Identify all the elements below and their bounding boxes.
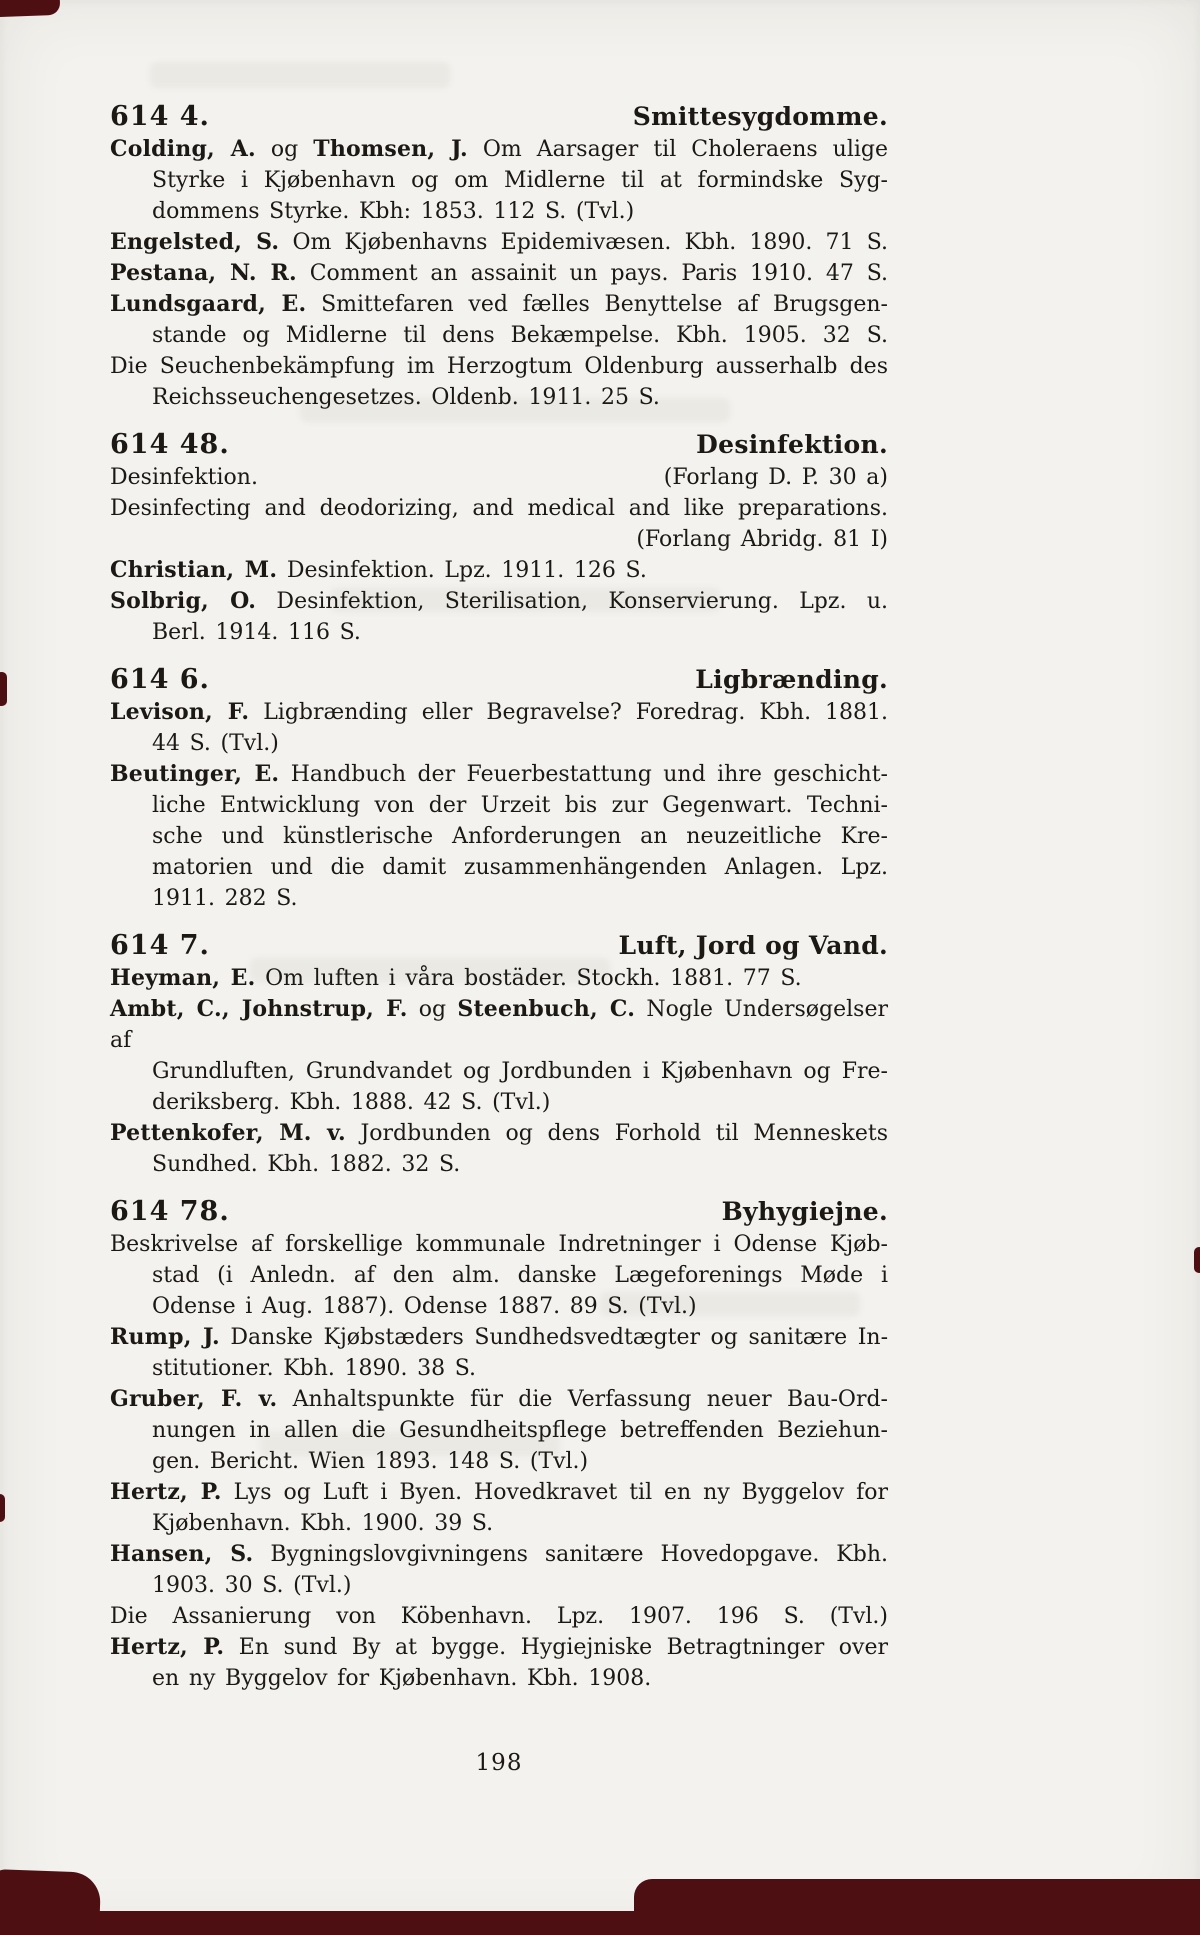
entry-line — [152, 617, 888, 648]
bibliography-entry — [110, 227, 888, 258]
entry-text: Om luften i våra bostäder. Stockh. 1881. 77 S. — [255, 966, 802, 991]
entry-text: stad (i Anledn. af den alm. danske Lægeforenings Møde i — [152, 1263, 888, 1288]
bibliography-entry — [110, 963, 888, 994]
bibliography-entry — [110, 1118, 888, 1180]
bibliography-entry — [110, 351, 888, 413]
entry-line — [152, 728, 888, 759]
binding-edge-mark — [1194, 1247, 1200, 1273]
entry-text: Reichsseuchengesetzes. Oldenb. 1911. 25 S. — [152, 385, 660, 410]
entry-line — [152, 1415, 888, 1446]
section-title: Luft, Jord og Vand. — [618, 931, 888, 960]
entry-text: Om Aarsager til Choleraens ulige — [467, 137, 888, 162]
author-name: Gruber, F. v. — [110, 1386, 278, 1412]
bibliography-entry — [110, 994, 888, 1118]
bibliography-entry — [110, 555, 888, 586]
bibliography-entry — [110, 493, 888, 555]
binding-edge-mark — [0, 1494, 5, 1522]
catalog-section — [110, 929, 888, 1180]
bibliography-entry — [110, 462, 888, 493]
author-name: Solbrig, O. — [110, 588, 257, 614]
author-name: Beutinger, E. — [110, 761, 280, 787]
entry-line — [110, 1601, 888, 1632]
section-title: Smittesygdomme. — [632, 102, 888, 131]
entry-text: (Forlang Abridg. 81 I) — [636, 527, 888, 552]
entry-line — [110, 759, 888, 790]
entry-text: Ligbrænding eller Begravelse? Foredrag. Kbh. 1881. — [249, 700, 889, 725]
entry-line — [110, 963, 888, 994]
entry-text: Styrke i Kjøbenhavn og om Midlerne til at formindske Syg- — [152, 168, 888, 193]
entry-text: Danske Kjøbstæders Sundhedsvedtægter og sanitære In- — [219, 1325, 888, 1350]
section-title: Desinfektion. — [696, 430, 888, 459]
author-name: Thomsen, J. — [313, 136, 468, 162]
entry-text: Lys og Luft i Byen. Hovedkravet til en ny Byggelov for — [221, 1480, 888, 1505]
entry-line — [110, 1632, 888, 1663]
bibliography-entry — [110, 586, 888, 648]
author-name: Hertz, P. — [110, 1479, 222, 1505]
bibliography-entry — [110, 1601, 888, 1632]
entry-text: Beskrivelse af forskellige kommunale Indretninger i Odense Kjøb- — [110, 1232, 888, 1257]
section-header — [110, 663, 888, 697]
author-name: Steenbuch, C. — [457, 996, 636, 1022]
entry-line — [110, 697, 888, 728]
catalog-section — [110, 100, 888, 413]
entry-text: Jordbunden og dens Forhold til Menneskets — [345, 1121, 889, 1146]
entry-text: nungen in allen die Gesundheitspflege betreffenden Beziehun- — [152, 1418, 888, 1443]
bibliography-entry — [110, 134, 888, 227]
entry-text: Sundhed. Kbh. 1882. 32 S. — [152, 1152, 461, 1177]
entry-line — [152, 196, 888, 227]
binding-edge-mark — [0, 1869, 101, 1935]
bibliography-entry — [110, 1384, 888, 1477]
binding-edge-mark — [634, 1879, 1200, 1919]
entry-line — [152, 1056, 888, 1087]
entry-line — [152, 790, 888, 821]
entry-line — [152, 1353, 888, 1384]
entry-line — [110, 1539, 888, 1570]
catalog-section — [110, 1195, 888, 1694]
entry-text: Die Assanierung von Köbenhavn. Lpz. 1907. 196 S. (Tvl.) — [110, 1604, 888, 1629]
entry-line — [110, 351, 888, 382]
section-code: 614 7. — [110, 930, 210, 961]
entry-text: Desinfecting and deodorizing, and medical and like preparations. — [110, 496, 888, 521]
section-header — [110, 929, 888, 963]
section-code: 614 6. — [110, 664, 210, 695]
entry-line — [152, 1260, 888, 1291]
author-name: Engelsted, S. — [110, 229, 280, 255]
entry-text: og — [255, 137, 314, 162]
section-code: 614 4. — [110, 101, 210, 132]
entry-text: stande og Midlerne til dens Bekæmpelse. Kbh. 1905. 32 S. — [152, 323, 888, 348]
entry-text: stitutioner. Kbh. 1890. 38 S. — [152, 1356, 477, 1381]
entry-text: Odense i Aug. 1887). Odense 1887. 89 S. (Tvl.) — [152, 1294, 697, 1319]
entry-text: Om Kjøbenhavns Epidemivæsen. Kbh. 1890. 71 S. — [279, 230, 888, 255]
author-name: Rump, J. — [110, 1324, 220, 1350]
entry-text: Smittefaren ved fælles Benyttelse af Brugsgen- — [306, 292, 888, 317]
entry-line — [110, 1384, 888, 1415]
entry-line — [110, 493, 888, 524]
entry-text: Anhaltspunkte für die Verfassung neuer Bau-Ord- — [277, 1387, 888, 1412]
bibliography-entry — [110, 1632, 888, 1694]
catalog-section — [110, 663, 888, 914]
binding-edge-mark — [58, 1911, 1200, 1935]
section-title: Ligbrænding. — [695, 665, 888, 694]
entry-line — [110, 462, 888, 493]
binding-edge-mark — [0, 672, 7, 706]
author-name: Hertz, P. — [110, 1634, 225, 1660]
bibliography-entry — [110, 697, 888, 759]
entry-text: liche Entwicklung von der Urzeit bis zur Gegenwart. Techni- — [152, 793, 888, 818]
section-header — [110, 1195, 888, 1229]
section-code: 614 78. — [110, 1196, 230, 1227]
entry-text: En sund By at bygge. Hygiejniske Betragtninger over — [224, 1635, 888, 1660]
binding-edge-mark — [72, 1884, 86, 1893]
entry-line — [110, 555, 888, 586]
author-name: Levison, F. — [110, 699, 250, 725]
entry-line — [152, 1087, 888, 1118]
entry-line — [152, 821, 888, 852]
author-name: Colding, A. — [110, 136, 256, 162]
bibliography-entry — [110, 289, 888, 351]
entry-line — [152, 1663, 888, 1694]
entry-line — [110, 227, 888, 258]
entry-line — [152, 1508, 888, 1539]
entry-line — [152, 1446, 888, 1477]
bibliography-entry — [110, 258, 888, 289]
author-name: Lundsgaard, E. — [110, 291, 307, 317]
bibliography-entry — [110, 1539, 888, 1601]
entry-text: sche und künstlerische Anforderungen an neuzeitliche Kre- — [152, 824, 888, 849]
entry-line — [110, 289, 888, 320]
author-name: Christian, M. — [110, 557, 278, 583]
entry-text: deriksberg. Kbh. 1888. 42 S. (Tvl.) — [152, 1090, 551, 1115]
entry-text: Grundluften, Grundvandet og Jordbunden i Kjøbenhavn og Fre- — [152, 1059, 888, 1084]
entry-line — [152, 165, 888, 196]
catalog-section — [110, 428, 888, 648]
entry-text: Kjøbenhavn. Kbh. 1900. 39 S. — [152, 1511, 494, 1536]
entry-line — [110, 1477, 888, 1508]
bibliography-entry — [110, 1322, 888, 1384]
author-name: Pettenkofer, M. v. — [110, 1120, 346, 1146]
entry-text: matorien und die damit zusammenhängenden Anlagen. Lpz. — [152, 855, 888, 880]
entry-line — [152, 1570, 888, 1601]
entry-text: dommens Styrke. Kbh: 1853. 112 S. (Tvl.) — [152, 199, 635, 224]
entry-line — [110, 994, 888, 1056]
entry-text: en ny Byggelov for Kjøbenhavn. Kbh. 1908. — [152, 1666, 652, 1691]
entries-area — [110, 100, 888, 1779]
entry-line — [110, 1229, 888, 1260]
author-name: Heyman, E. — [110, 965, 256, 991]
page-number: 198 — [475, 1750, 523, 1776]
section-header — [110, 428, 888, 462]
entry-text: Nogle Undersøgelser af — [110, 997, 888, 1053]
entry-line — [152, 1291, 888, 1322]
entry-text: Desinfektion, Sterilisation, Konservierung. Lpz. u. — [256, 589, 888, 614]
entry-text: Die Seuchenbekämpfung im Herzogtum Oldenburg ausserhalb des — [110, 354, 888, 379]
author-name: Hansen, S. — [110, 1541, 254, 1567]
entry-text: 44 S. (Tvl.) — [152, 731, 279, 756]
entry-text: 1911. 282 S. — [152, 886, 298, 911]
author-name: Pestana, N. R. — [110, 260, 297, 286]
entry-text: Berl. 1914. 116 S. — [152, 620, 361, 645]
section-header — [110, 100, 888, 134]
entry-text: Handbuch der Feuerbestattung und ihre geschicht- — [279, 762, 888, 787]
entry-line — [110, 1322, 888, 1353]
section-title: Byhygiejne. — [721, 1197, 888, 1226]
bibliography-entry — [110, 759, 888, 914]
entry-line — [152, 382, 888, 413]
entry-text: og — [407, 997, 458, 1022]
entry-line — [110, 1118, 888, 1149]
entry-text: 1903. 30 S. (Tvl.) — [152, 1573, 352, 1598]
entry-line — [152, 320, 888, 351]
entry-text: Desinfektion. Lpz. 1911. 126 S. — [277, 558, 647, 583]
author-name: Ambt, C., Johnstrup, F. — [110, 996, 408, 1022]
section-code: 614 48. — [110, 429, 230, 460]
binding-edge-mark — [0, 0, 60, 17]
entry-text: gen. Bericht. Wien 1893. 148 S. (Tvl.) — [152, 1449, 589, 1474]
entry-line — [110, 134, 888, 165]
entry-text: Bygningslovgivningens sanitære Hovedopgave. Kbh. — [253, 1542, 888, 1567]
entry-line — [152, 883, 888, 914]
entry-line — [110, 586, 888, 617]
bibliography-entry — [110, 1229, 888, 1322]
entry-line — [152, 524, 888, 555]
ink-bleed-smudge — [150, 62, 450, 88]
entry-text: Comment an assainit un pays. Paris 1910. 47 S. — [296, 261, 888, 286]
bibliography-entry — [110, 1477, 888, 1539]
entry-line — [152, 1149, 888, 1180]
entry-line — [110, 258, 888, 289]
entry-text: Desinfektion. — [110, 465, 258, 490]
entry-line — [152, 852, 888, 883]
forlang-reference: (Forlang D. P. 30 a) — [663, 465, 888, 490]
